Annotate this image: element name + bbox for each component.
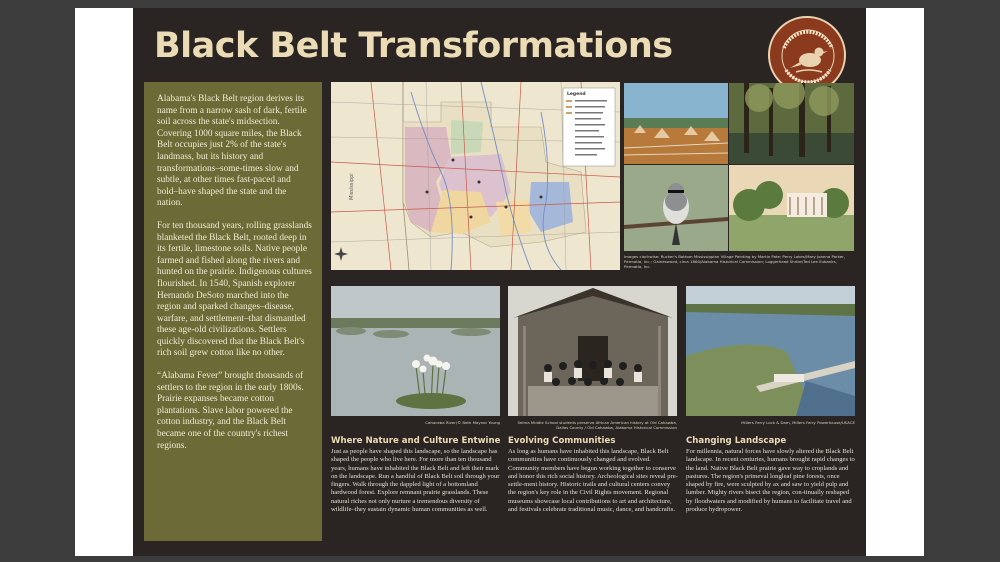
column-heading: Evolving Communities (508, 436, 616, 446)
map-legend-title: Legend (567, 92, 586, 97)
landscape-column (686, 436, 856, 514)
collage-caption: Images clockwise: Rucker's Bottom Mississippian Village Painting by Martin Pate; Perry Lakes/Mary Joanna Parker, Permatia, Inc.; Gaineswood, circa 1860/Alabama Historical Commission; Loggerhead Shrike/Ted Lee Eubanks, Permatia, Inc. (624, 254, 845, 269)
regional-map (331, 82, 620, 270)
previous-page-edge[interactable] (75, 8, 133, 556)
lock-and-dam-image (686, 286, 855, 416)
river-caption: Cahaceba River/© Beth Maynor Young (425, 420, 500, 425)
dam-caption: Millers Ferry Lock & Dam, Millers Ferry Powerhouse/USACE (741, 420, 855, 425)
column-body: For millennia, natural forces have slowly altered the Black Belt landscape. In recent centuries, humans brought rapid changes to the land. Native Black Belt prairie gave way to croplands and pastures. The region's primeval longleaf pine forests, once shaped by fire, were sculpted by ax and saw to yield pulp and lumber. Mighty rivers bisect the region, con-tinually reshaped by floodwaters and modified by humans to facilitate travel and produce hydropower. (686, 448, 855, 514)
intro-paragraph: Alabama's Black Belt region derives its name from a narrow sash of dark, fertile soil across the state's midsection. Covering 1000 square miles, the Black Belt occupies just 2% of the state's landmass, but its history and transformations–some-times slow and subtle, at other times fast-paced and bold–have shaped the state and the nation. (157, 94, 307, 209)
intro-paragraph: For ten thousand years, rolling grasslands blanketed the Black Belt, rooted deep in its fertile, limestone soils. Native people farmed and fished along the rivers and hunted on the prairie. Indigenous cultures flourished. In 1540, Spanish explorer Hernando DeSoto marched into the region and sparked changes–disease, warfare, and settlement–that dismantled these age-old civilizations. Settlers quickly discovered that the Black Belt's rich soil grew cotton like no other. (157, 220, 312, 359)
river-lilies-image (331, 286, 500, 416)
intro-paragraph: “Alabama Fever” brought thousands of settlers to the region in the early 1800s. Prairie expanses became cotton plantations. Slave labor powered the cotton industry, and the Black Belt became one of the country's richest regions. (157, 371, 304, 451)
loggerhead-shrike-image (624, 165, 728, 251)
painting-village-image (624, 83, 728, 164)
communities-column (508, 436, 678, 514)
column-body: As long as humans have inhabited this landscape, Black Belt communities have continuously changed and evolved. Community members have begun working together to conserve and honor this rich social history. Archeological sites reveal pre-settle-ment history. Historic trails and cultural centers convey the region's key role in the Civil Rights movement. Regional museums showcase local contributions to art and architecture, and festivals celebrate traditional music, dance, and handcrafts. (508, 448, 678, 514)
perry-lakes-image (729, 83, 854, 164)
map-state-label: Mississippi (349, 173, 355, 200)
column-body: Just as people have shaped this landscape, so the landscape has shaped the people who live here. For more than ten thousand years, humans have inhabited the Black Belt and left their mark on the landscape. Run a handful of Black Belt soil through your fingers. Walk through the dappled light of a bottomland hardwood forest. Explore remnant prairie grasslands. These natural riches not only nurture a tremendous diversity of wildlife–they sustain dynamic human communities as well. (331, 448, 500, 514)
gaineswood-image (729, 165, 854, 251)
next-page-edge[interactable] (866, 8, 924, 556)
column-heading: Changing Landscape (686, 436, 787, 446)
intro-text-box (144, 82, 322, 541)
students-caption: Selma Middle School students preserve African American history at Old Cahawba, Dallas County / Old Cahawba, Alabama Historical Commission (517, 420, 677, 430)
old-school-students-image (508, 286, 677, 416)
nature-culture-column (331, 436, 501, 514)
column-heading: Where Nature and Culture Entwine (331, 436, 501, 446)
page-title: Black Belt Transformations (154, 26, 673, 66)
